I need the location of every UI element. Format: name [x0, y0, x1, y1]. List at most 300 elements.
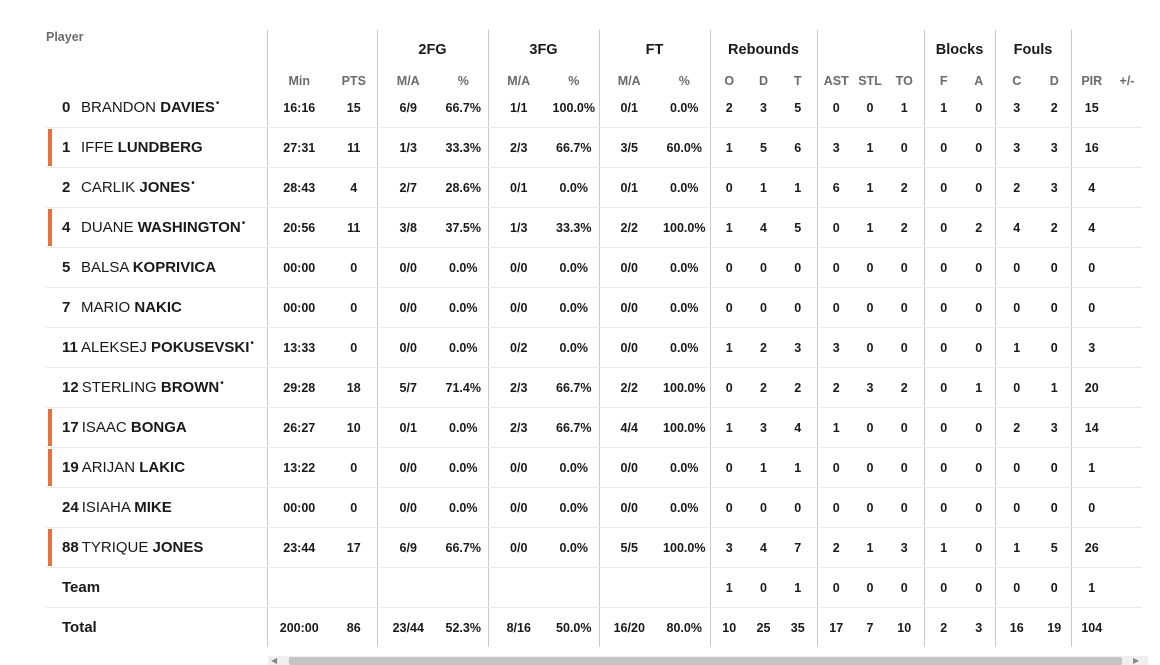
col-header-pir[interactable]: PIR	[1071, 58, 1112, 88]
stat-ast: 2	[817, 368, 855, 408]
player-cell[interactable]	[46, 448, 267, 488]
stat-blk-a: 0	[963, 288, 995, 328]
stat-fg3-pct: 0.0%	[549, 448, 599, 488]
stat-reb-d: 0	[748, 288, 779, 328]
player-cell[interactable]	[46, 88, 267, 128]
player-row	[46, 128, 1142, 168]
player-last-name[interactable]: NAKIC	[134, 299, 182, 316]
player-cell[interactable]	[46, 288, 267, 328]
stat-blk-a: 0	[963, 488, 995, 528]
stat-blk-a: 0	[963, 448, 995, 488]
stat-foul-c: 3	[995, 128, 1038, 168]
stat-blk-a: 0	[963, 168, 995, 208]
player-last-name[interactable]: KOPRIVICA	[132, 259, 217, 276]
stat-fg2-ma: 0/0	[377, 488, 439, 528]
stat-to: 0	[885, 448, 924, 488]
col-header-blk-f[interactable]: F	[924, 58, 963, 88]
stat-min: 20:56	[267, 208, 331, 248]
group-header-row	[46, 30, 1142, 58]
stat-foul-d: 0	[1038, 288, 1071, 328]
stat-to: 3	[885, 528, 924, 568]
stat-pm	[1112, 608, 1142, 648]
col-header-reb-d[interactable]: D	[758, 74, 769, 88]
stat-ft-ma: 5/5	[599, 528, 659, 568]
player-last-name[interactable]: LUNDBERG	[117, 139, 203, 156]
player-number: 4	[62, 219, 71, 236]
col-header-stl[interactable]: STL	[858, 74, 882, 88]
group-header-3fg: 3FG	[488, 30, 599, 58]
stat-ft-ma: 2/2	[599, 208, 659, 248]
stat-reb-o: 1	[710, 328, 748, 368]
stat-ft-pct: 0.0%	[659, 248, 710, 288]
player-number: 2	[62, 179, 71, 196]
col-header-pts[interactable]: PTS	[341, 74, 366, 88]
stat-to: 1	[885, 88, 924, 128]
player-last-name[interactable]: DAVIES	[160, 99, 215, 116]
player-first-name: ARIJAN	[81, 459, 136, 476]
stat-fg3-ma: 2/3	[488, 128, 549, 168]
stat-fg2-ma: 0/0	[377, 328, 439, 368]
stat-reb-d: 4	[748, 208, 779, 248]
stat-ft-ma: 0/0	[599, 448, 659, 488]
stat-pir: 4	[1071, 168, 1112, 208]
stat-fg2-pct: 0.0%	[439, 248, 488, 288]
stat-reb-d: 0	[748, 488, 779, 528]
stat-pm	[1112, 528, 1142, 568]
stat-foul-c: 0	[995, 448, 1038, 488]
stat-reb-o: 2	[710, 88, 748, 128]
stat-foul-d: 3	[1038, 128, 1071, 168]
col-header-plus-minus[interactable]: +/-	[1119, 74, 1135, 88]
stat-foul-c: 3	[995, 88, 1038, 128]
player-number: 19	[62, 459, 79, 476]
player-row	[46, 88, 1142, 128]
group-header-2fg: 2FG	[377, 30, 488, 58]
stat-fg2-ma: 3/8	[377, 208, 439, 248]
stat-foul-d: 0	[1038, 568, 1071, 608]
stat-foul-d: 3	[1038, 168, 1071, 208]
stat-fg2-pct: 0.0%	[439, 288, 488, 328]
col-header-ast[interactable]: AST	[817, 58, 855, 88]
stat-fg2-ma	[377, 568, 439, 608]
stat-fg3-ma: 2/3	[488, 368, 549, 408]
stat-reb-t: 0	[779, 488, 817, 528]
stat-blk-f: 0	[924, 328, 963, 368]
stat-pts: 11	[331, 128, 377, 168]
stat-stl: 0	[855, 488, 885, 528]
stat-reb-t: 0	[779, 248, 817, 288]
stat-to: 0	[885, 488, 924, 528]
stats-body	[46, 88, 1142, 647]
stat-pts: 0	[331, 328, 377, 368]
player-first-name: IFFE	[81, 139, 114, 156]
stat-fg3-pct: 66.7%	[549, 408, 599, 448]
stat-ft-ma	[599, 568, 659, 608]
stat-min: 13:33	[267, 328, 331, 368]
stat-fg2-pct: 0.0%	[439, 408, 488, 448]
player-row	[46, 528, 1142, 568]
player-last-name[interactable]: JONES	[152, 539, 204, 556]
stat-pir: 0	[1071, 248, 1112, 288]
group-header-blank	[267, 30, 377, 58]
player-number: 0	[62, 99, 71, 116]
group-header-blocks: Blocks	[924, 30, 995, 58]
stat-pir: 0	[1071, 488, 1112, 528]
group-header-blank-right	[1071, 30, 1142, 58]
stat-fg3-ma: 8/16	[488, 608, 549, 648]
stat-pts: 17	[331, 528, 377, 568]
stat-reb-o: 0	[710, 488, 748, 528]
stat-blk-a: 0	[963, 408, 995, 448]
player-first-name: DUANE	[81, 219, 134, 236]
stat-pm	[1112, 208, 1142, 248]
stat-reb-t: 1	[779, 448, 817, 488]
stat-stl: 0	[855, 568, 885, 608]
col-header-reb-o[interactable]: O	[710, 58, 748, 88]
total-row	[46, 608, 1142, 648]
stat-fg2-ma: 5/7	[377, 368, 439, 408]
stat-pm	[1112, 288, 1142, 328]
player-first-name: ISAAC	[81, 419, 127, 436]
player-first-name: MARIO	[81, 299, 131, 316]
group-header-fouls: Fouls	[995, 30, 1071, 58]
player-cell[interactable]	[46, 128, 267, 168]
group-header-ft: FT	[599, 30, 710, 58]
stat-fg2-pct: 37.5%	[439, 208, 488, 248]
stat-min: 00:00	[267, 288, 331, 328]
stat-ft-ma: 0/0	[599, 248, 659, 288]
stat-reb-t: 1	[779, 168, 817, 208]
player-first-name: STERLING	[81, 379, 157, 396]
stat-reb-d: 3	[748, 408, 779, 448]
player-cell[interactable]	[46, 408, 267, 448]
stat-min: 27:31	[267, 128, 331, 168]
stat-blk-f: 0	[924, 568, 963, 608]
stat-to: 0	[885, 248, 924, 288]
col-header-3fg-pct[interactable]: %	[568, 74, 580, 88]
stat-ast: 0	[817, 248, 855, 288]
stat-blk-f: 1	[924, 528, 963, 568]
stat-pm	[1112, 568, 1142, 608]
stat-fg2-ma: 2/7	[377, 168, 439, 208]
stat-ft-pct: 0.0%	[659, 168, 710, 208]
player-last-name[interactable]: POKUSEVSKI	[151, 339, 250, 356]
stat-fg3-ma: 0/0	[488, 528, 549, 568]
stat-reb-d: 1	[748, 168, 779, 208]
stat-reb-t: 2	[779, 368, 817, 408]
stat-ft-ma: 0/0	[599, 488, 659, 528]
stat-ft-pct: 0.0%	[659, 448, 710, 488]
stat-ft-pct: 100.0%	[659, 368, 710, 408]
player-last-name[interactable]: LAKIC	[139, 459, 186, 476]
stat-min: 16:16	[267, 88, 331, 128]
stat-fg3-pct: 0.0%	[549, 328, 599, 368]
bench-indicator-bar	[48, 209, 52, 246]
stat-reb-o: 0	[710, 248, 748, 288]
stat-fg2-pct: 66.7%	[439, 88, 488, 128]
stat-ft-ma: 4/4	[599, 408, 659, 448]
stat-fg3-pct	[549, 568, 599, 608]
stat-blk-a: 3	[975, 620, 983, 635]
stat-pm	[1112, 488, 1142, 528]
stat-pts: 0	[331, 448, 377, 488]
stat-min: 29:28	[267, 368, 331, 408]
stat-foul-c: 2	[995, 168, 1038, 208]
stat-fg2-pct: 0.0%	[439, 488, 488, 528]
stat-reb-o: 0	[710, 168, 748, 208]
stat-ft-pct: 80.0%	[666, 620, 702, 635]
stat-fg3-ma: 2/3	[488, 408, 549, 448]
scrollbar-thumb[interactable]	[289, 657, 1122, 665]
stat-fg2-ma: 6/9	[377, 88, 439, 128]
stat-pm	[1112, 168, 1142, 208]
player-number: 17	[62, 419, 79, 436]
stat-ast: 0	[817, 288, 855, 328]
stat-fg3-pct: 66.7%	[549, 368, 599, 408]
stat-pts: 86	[346, 620, 361, 635]
stat-ast: 0	[817, 208, 855, 248]
stat-foul-c: 1	[995, 528, 1038, 568]
stat-fg2-ma: 1/3	[377, 128, 439, 168]
stat-min: 200:00	[267, 608, 331, 648]
stat-ft-ma: 0/0	[599, 328, 659, 368]
stat-pm	[1112, 248, 1142, 288]
col-header-foul-c[interactable]: C	[995, 58, 1038, 88]
stat-ast: 0	[817, 448, 855, 488]
bench-indicator-bar	[48, 529, 52, 566]
player-last-name[interactable]: JONES	[139, 179, 191, 196]
stat-ast: 6	[817, 168, 855, 208]
stat-foul-d: 2	[1038, 208, 1071, 248]
col-header-3fg-ma[interactable]: M/A	[488, 58, 549, 88]
starter-marker: •	[241, 218, 246, 229]
stat-stl: 0	[855, 88, 885, 128]
stat-reb-t: 6	[779, 128, 817, 168]
stat-blk-a: 0	[963, 568, 995, 608]
player-number: 7	[62, 299, 71, 316]
stat-blk-f: 0	[924, 408, 963, 448]
player-last-name[interactable]: MIKE	[134, 499, 172, 516]
stat-fg3-ma: 1/3	[488, 208, 549, 248]
stat-reb-o: 1	[710, 208, 748, 248]
player-cell[interactable]	[46, 488, 267, 528]
player-cell[interactable]	[46, 368, 267, 408]
player-number: 1	[62, 139, 71, 156]
stat-fg3-pct: 66.7%	[549, 128, 599, 168]
stat-pts: 4	[331, 168, 377, 208]
stat-pir: 1	[1071, 448, 1112, 488]
stat-ft-pct: 0.0%	[659, 328, 710, 368]
stat-pir: 0	[1071, 288, 1112, 328]
stat-pts: 11	[331, 208, 377, 248]
stat-reb-o: 0	[710, 368, 748, 408]
col-header-min[interactable]: Min	[267, 58, 331, 88]
stat-foul-c: 0	[995, 248, 1038, 288]
stat-min: 00:00	[267, 248, 331, 288]
stat-foul-c: 0	[995, 368, 1038, 408]
stat-reb-t: 5	[779, 88, 817, 128]
stat-reb-t: 0	[779, 288, 817, 328]
col-header-blk-a[interactable]: A	[974, 74, 984, 88]
stat-to: 2	[885, 208, 924, 248]
stat-fg3-pct: 0.0%	[549, 528, 599, 568]
stat-fg2-ma: 0/0	[377, 248, 439, 288]
col-header-foul-d[interactable]: D	[1049, 74, 1059, 88]
stat-ast: 17	[817, 608, 855, 648]
stat-blk-f: 2	[924, 608, 963, 648]
stat-reb-o: 1	[710, 568, 748, 608]
group-header-misc	[817, 30, 924, 58]
header-player[interactable]: Player	[46, 30, 84, 44]
player-row	[46, 328, 1142, 368]
stat-fg3-pct: 0.0%	[549, 488, 599, 528]
stat-blk-a: 0	[963, 528, 995, 568]
stat-blk-f: 0	[924, 248, 963, 288]
stat-ft-ma: 0/0	[599, 288, 659, 328]
stat-fg3-ma: 0/0	[488, 488, 549, 528]
stat-blk-f: 0	[924, 368, 963, 408]
stat-reb-d: 25	[756, 620, 771, 635]
stat-min: 13:22	[267, 448, 331, 488]
stat-fg3-pct: 0.0%	[549, 288, 599, 328]
stat-foul-c: 16	[995, 608, 1038, 648]
stat-foul-c: 2	[995, 408, 1038, 448]
stat-reb-t: 5	[779, 208, 817, 248]
player-cell[interactable]	[46, 248, 267, 288]
stat-pts: 0	[331, 248, 377, 288]
stat-fg2-ma: 6/9	[377, 528, 439, 568]
col-header-ft-pct[interactable]: %	[678, 74, 690, 88]
stat-fg3-ma: 0/0	[488, 448, 549, 488]
starter-marker: •	[215, 98, 220, 109]
stat-reb-o: 0	[710, 448, 748, 488]
stat-ft-pct: 60.0%	[659, 128, 710, 168]
stat-fg2-pct: 0.0%	[439, 448, 488, 488]
stat-fg2-ma: 0/0	[377, 288, 439, 328]
stat-fg2-ma: 0/0	[377, 448, 439, 488]
stat-blk-f: 0	[924, 288, 963, 328]
stat-blk-f: 0	[924, 168, 963, 208]
stat-fg2-pct: 52.3%	[445, 620, 481, 635]
stat-fg3-pct: 0.0%	[549, 168, 599, 208]
stat-ast: 3	[817, 328, 855, 368]
stat-reb-t: 7	[779, 528, 817, 568]
box-score-table	[46, 30, 1142, 647]
stat-ast: 0	[817, 568, 855, 608]
stat-ft-pct	[659, 568, 710, 608]
stat-pm	[1112, 88, 1142, 128]
stat-ast: 1	[817, 408, 855, 448]
bench-indicator-bar	[48, 409, 52, 446]
stat-to: 0	[885, 288, 924, 328]
stat-min: 23:44	[267, 528, 331, 568]
stat-stl: 3	[855, 368, 885, 408]
stat-to: 0	[885, 128, 924, 168]
stat-blk-f: 1	[924, 88, 963, 128]
col-header-to[interactable]: TO	[895, 74, 913, 88]
stat-reb-d: 2	[748, 368, 779, 408]
team-row	[46, 568, 1142, 608]
stat-fg3-pct: 50.0%	[556, 620, 592, 635]
stat-foul-c: 0	[995, 568, 1038, 608]
stat-stl: 1	[855, 528, 885, 568]
stat-pts: 15	[331, 88, 377, 128]
stat-to: 10	[897, 620, 912, 635]
group-header-rebounds: Rebounds	[710, 30, 817, 58]
stat-ft-ma: 2/2	[599, 368, 659, 408]
stat-reb-d: 1	[748, 448, 779, 488]
stat-reb-d: 0	[748, 568, 779, 608]
stat-fg2-pct: 66.7%	[439, 528, 488, 568]
player-last-name[interactable]: BROWN	[160, 379, 220, 396]
player-last-name[interactable]: BONGA	[130, 419, 187, 436]
stat-reb-o: 1	[710, 408, 748, 448]
stat-blk-a: 0	[963, 248, 995, 288]
stat-to: 2	[885, 168, 924, 208]
player-row	[46, 368, 1142, 408]
stat-fg2-pct: 0.0%	[439, 328, 488, 368]
stat-pts: 18	[331, 368, 377, 408]
player-cell[interactable]	[46, 328, 267, 368]
stat-reb-t: 35	[790, 620, 805, 635]
stat-ast: 0	[817, 488, 855, 528]
stat-foul-c: 1	[995, 328, 1038, 368]
stat-stl: 0	[855, 248, 885, 288]
stat-foul-d: 0	[1038, 448, 1071, 488]
player-cell[interactable]	[46, 168, 267, 208]
stat-ft-ma: 16/20	[599, 608, 659, 648]
total-row-label-cell	[46, 608, 267, 648]
col-header-2fg-ma[interactable]: M/A	[377, 58, 439, 88]
stat-reb-o: 1	[710, 128, 748, 168]
scroll-right-arrow-icon[interactable]: ▶	[1133, 656, 1140, 665]
total-row-label: Total	[62, 619, 97, 636]
stat-reb-o: 3	[710, 528, 748, 568]
player-number: 24	[62, 499, 79, 516]
stat-fg3-ma: 0/1	[488, 168, 549, 208]
stat-reb-d: 3	[748, 88, 779, 128]
stat-min	[267, 568, 331, 608]
stat-pm	[1112, 448, 1142, 488]
stat-stl: 0	[855, 408, 885, 448]
stat-fg3-ma: 1/1	[488, 88, 549, 128]
col-header-2fg-pct[interactable]: %	[457, 74, 469, 88]
col-header-reb-t[interactable]: T	[793, 74, 802, 88]
stat-pm	[1112, 128, 1142, 168]
team-row-label: Team	[62, 579, 101, 596]
col-header-ft-ma[interactable]: M/A	[599, 58, 659, 88]
player-first-name: BRANDON	[81, 99, 157, 116]
player-row	[46, 208, 1142, 248]
stat-pts: 0	[331, 488, 377, 528]
starter-marker: •	[250, 338, 254, 349]
scroll-left-arrow-icon[interactable]: ◀	[271, 656, 278, 665]
player-last-name[interactable]: WASHINGTON	[137, 219, 241, 236]
player-cell[interactable]	[46, 208, 267, 248]
stat-stl: 0	[855, 448, 885, 488]
stat-blk-a: 1	[963, 368, 995, 408]
stat-reb-o: 10	[710, 608, 748, 648]
player-row	[46, 448, 1142, 488]
stat-blk-f: 0	[924, 128, 963, 168]
stat-pir: 4	[1071, 208, 1112, 248]
stat-fg3-pct: 33.3%	[549, 208, 599, 248]
stat-ast: 0	[817, 88, 855, 128]
player-first-name: ISIAHA	[81, 499, 131, 516]
stat-fg3-ma: 0/0	[488, 288, 549, 328]
player-cell[interactable]	[46, 528, 267, 568]
stat-foul-d: 0	[1038, 328, 1071, 368]
